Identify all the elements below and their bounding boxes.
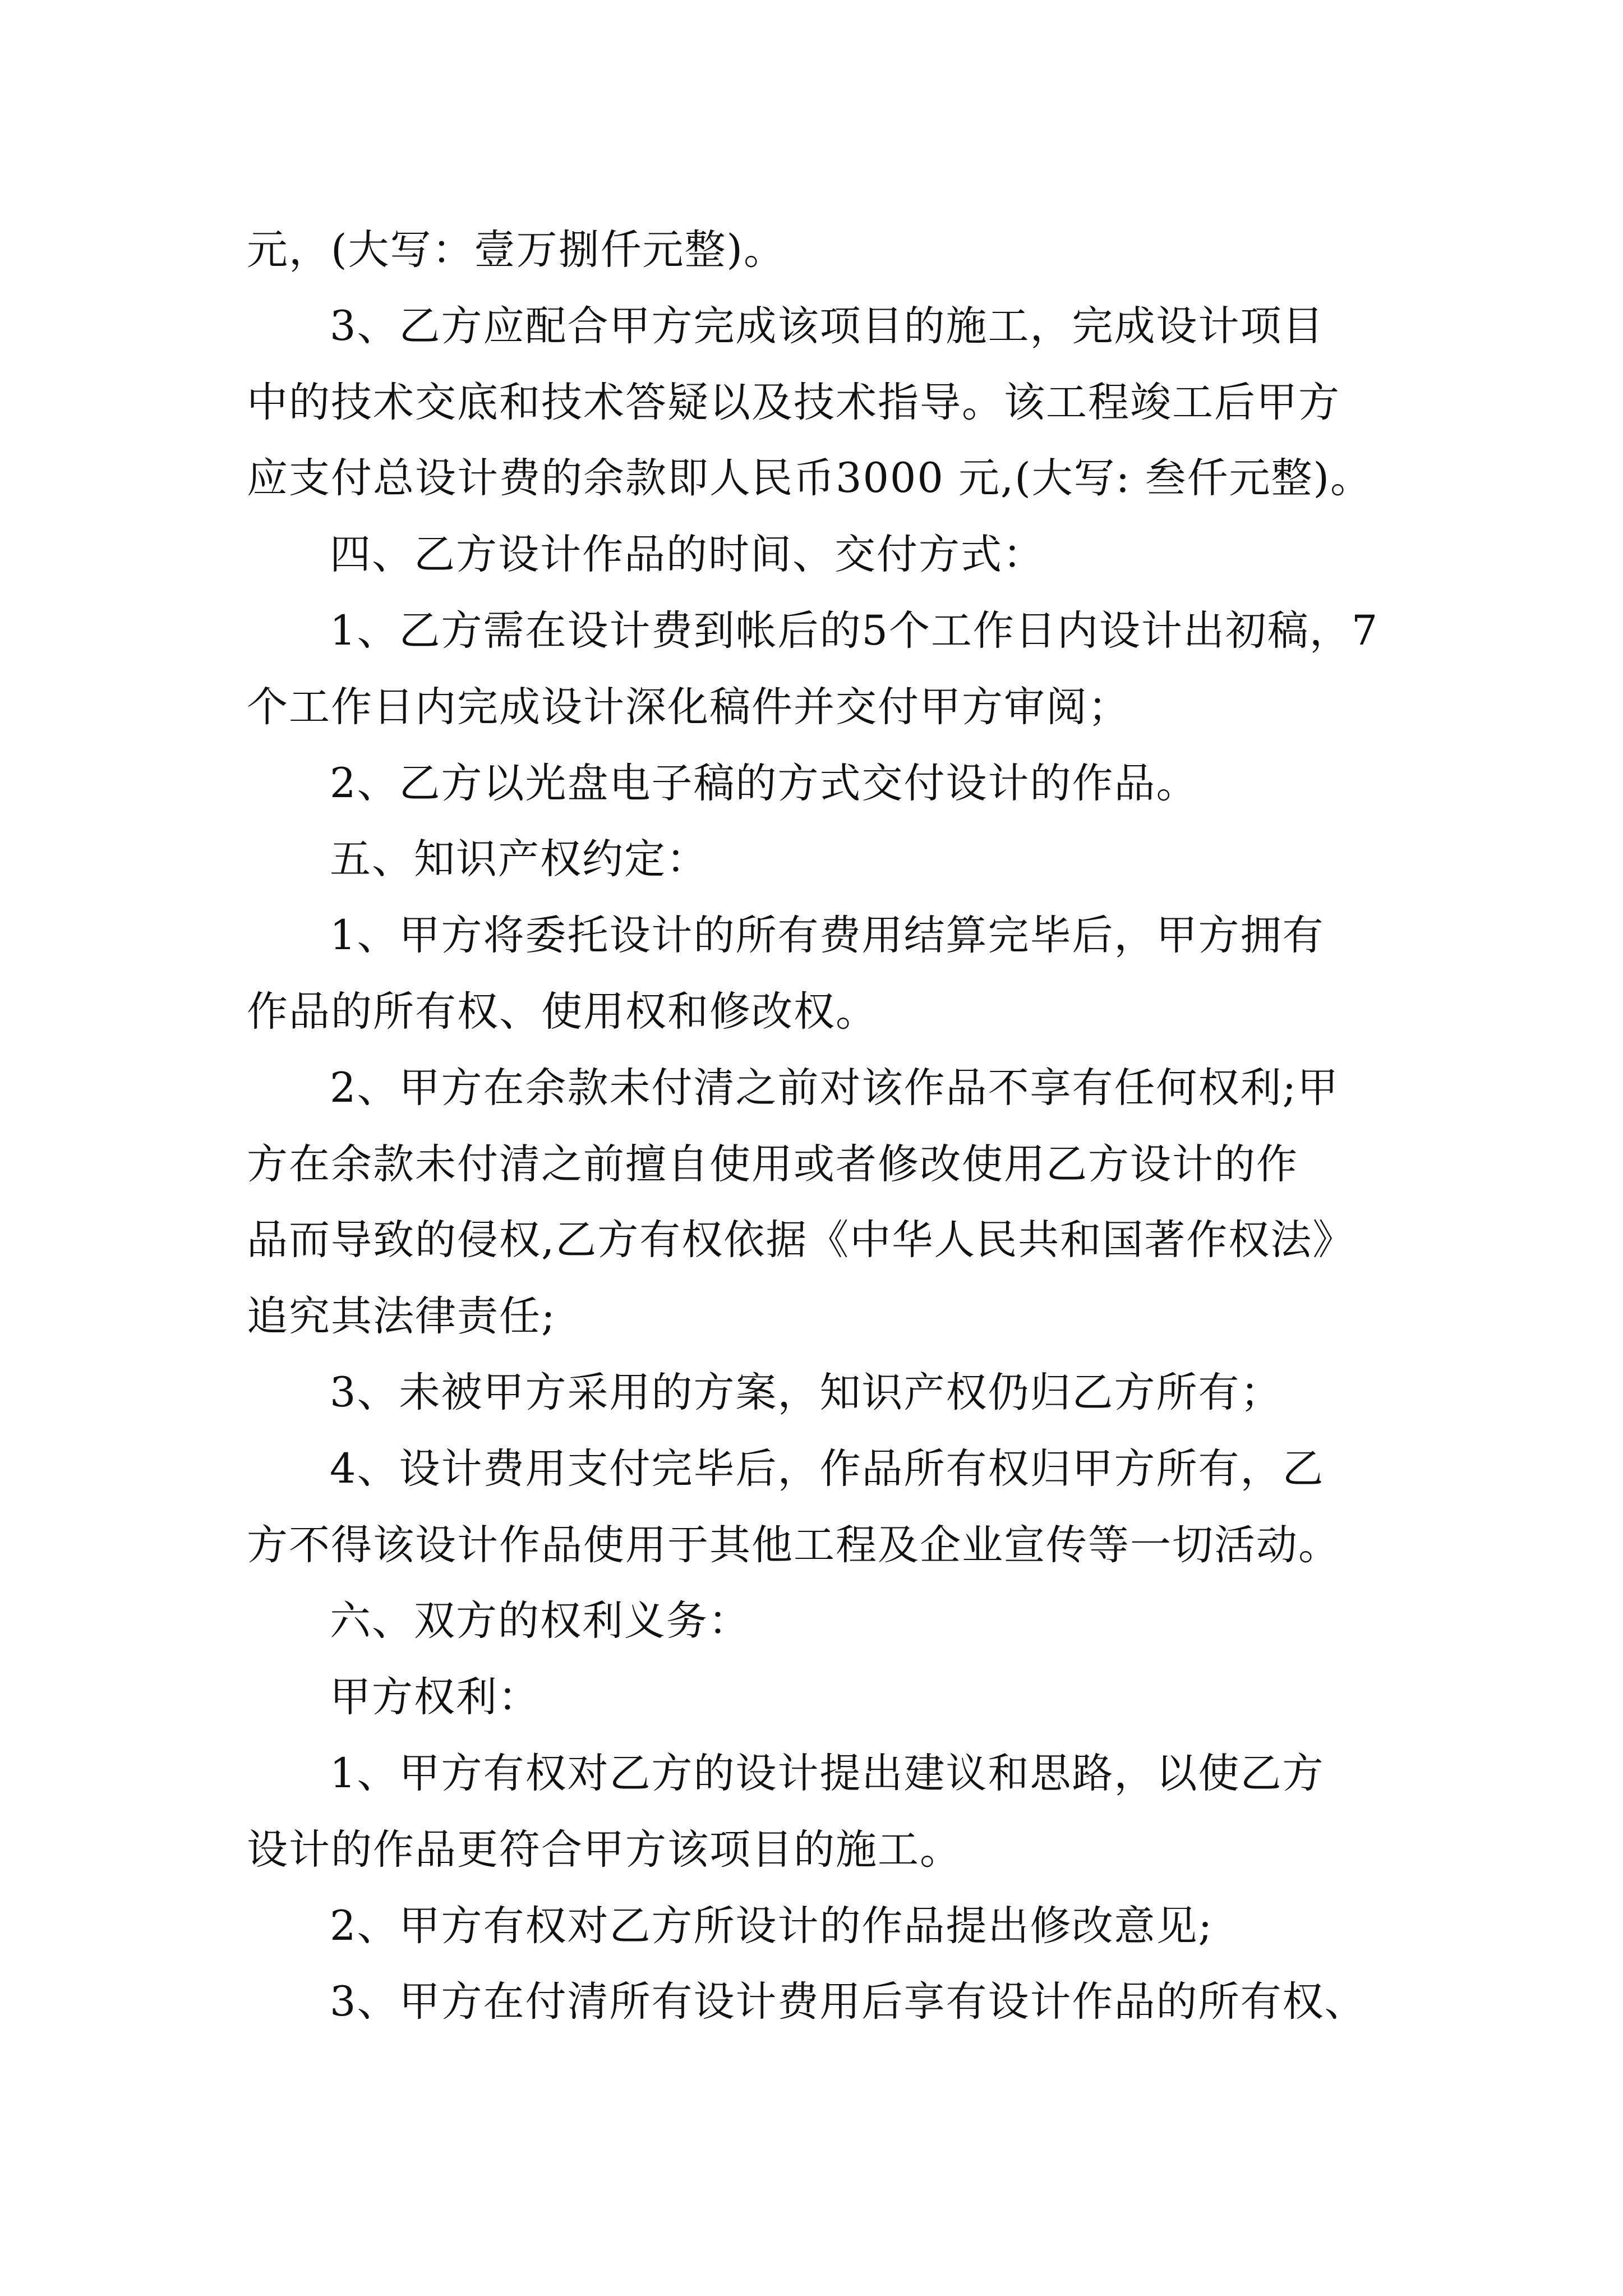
text-line: 应支付总设计费的余款即人民币3000 元,(大写: 叁仟元整)。 bbox=[247, 454, 1372, 503]
text-line: 个工作日内完成设计深化稿件并交付甲方审阅； bbox=[247, 683, 1130, 731]
text-line: 追究其法律责任; bbox=[247, 1292, 556, 1341]
text-line: 3、乙方应配合甲方完成该项目的施工，完成设计项目 bbox=[330, 302, 1325, 350]
text-line: 1、甲方有权对乙方的设计提出建议和思路，以使乙方 bbox=[330, 1749, 1325, 1797]
text-line: 元，(大写：壹万捌仟元整)。 bbox=[247, 226, 786, 274]
text-line: 六、双方的权利义务： bbox=[330, 1597, 750, 1645]
text-line: 中的技术交底和技术答疑以及技术指导。该工程竣工后甲方 bbox=[247, 378, 1340, 426]
text-line: 2、乙方以光盘电子稿的方式交付设计的作品。 bbox=[330, 759, 1198, 807]
text-line: 1、乙方需在设计费到帐后的5个工作日内设计出初稿，7 bbox=[330, 606, 1379, 655]
text-line: 2、甲方在余款未付清之前对该作品不享有任何权利;甲 bbox=[330, 1064, 1340, 1112]
document-body bbox=[247, 212, 1391, 2040]
text-line: 四、乙方设计作品的时间、交付方式： bbox=[330, 531, 1045, 579]
text-line: 3、未被甲方采用的方案，知识产权仍归乙方所有； bbox=[330, 1368, 1283, 1416]
text-line: 方不得该设计作品使用于其他工程及企业宣传等一切活动。 bbox=[247, 1521, 1340, 1569]
text-line: 设计的作品更符合甲方该项目的施工。 bbox=[247, 1825, 962, 1874]
text-line: 作品的所有权、使用权和修改权。 bbox=[247, 987, 878, 1036]
text-line: 1、甲方将委托设计的所有费用结算完毕后，甲方拥有 bbox=[330, 912, 1325, 960]
text-line: 4、设计费用支付完毕后，作品所有权归甲方所有，乙 bbox=[330, 1444, 1325, 1493]
text-line: 2、甲方有权对乙方所设计的作品提出修改意见; bbox=[330, 1902, 1214, 1950]
text-line: 五、知识产权约定： bbox=[330, 835, 708, 884]
text-line: 甲方权利： bbox=[330, 1673, 540, 1722]
text-line: 3、甲方在付清所有设计费用后享有设计作品的所有权、 bbox=[330, 1978, 1367, 2026]
text-line: 品而导致的侵权,乙方有权依据《中华人民共和国著作权法》 bbox=[247, 1216, 1355, 1264]
text-line: 方在余款未付清之前擅自使用或者修改使用乙方设计的作 bbox=[247, 1140, 1298, 1188]
